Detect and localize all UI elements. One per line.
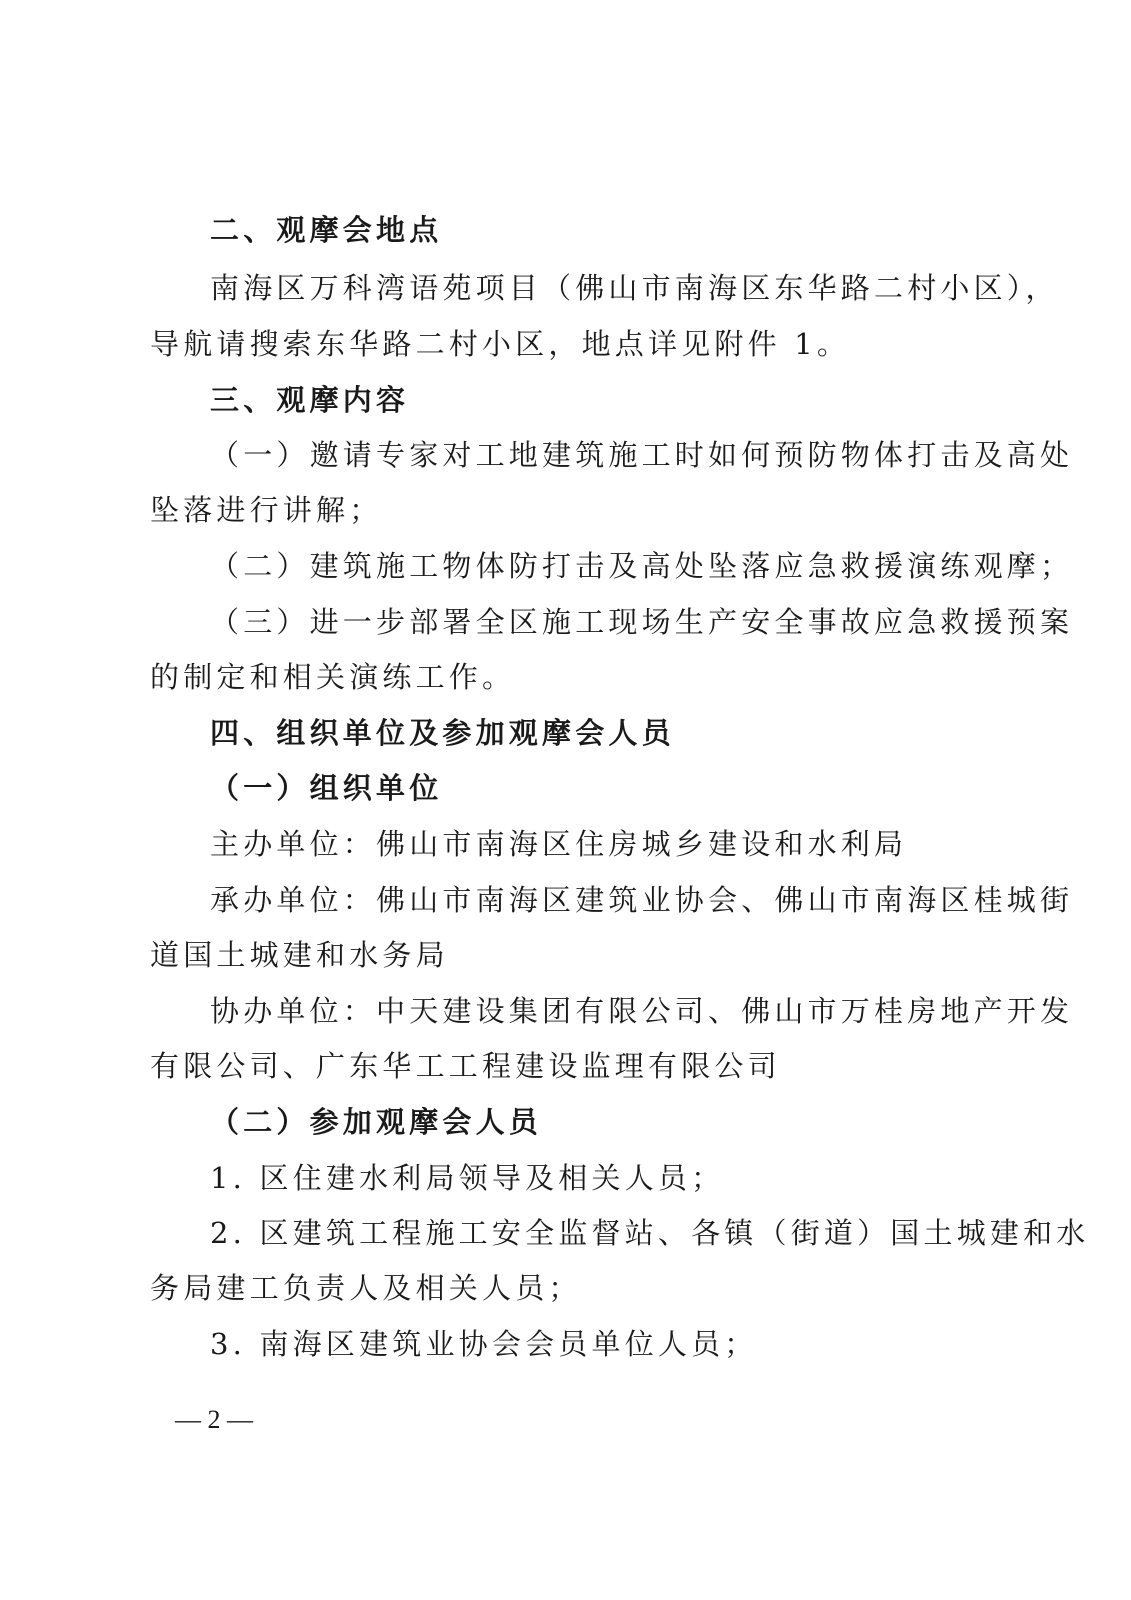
- paragraph-line: 的制定和相关演练工作。: [150, 660, 516, 694]
- paragraph-line: 承办单位：佛山市南海区建筑业协会、佛山市南海区桂城街: [210, 883, 1074, 917]
- paragraph-line: 导航请搜索东华路二村小区，地点详见附件 1。: [150, 327, 851, 361]
- paragraph-line: 有限公司、广东华工工程建设监理有限公司: [150, 1049, 781, 1083]
- section-heading-organizers: 四、组织单位及参加观摩会人员: [210, 716, 675, 750]
- paragraph-line: （三）进一步部署全区施工现场生产安全事故应急救援预案: [210, 605, 1074, 639]
- list-item: 2. 区建筑工程施工安全监督站、各镇（街道）国土城建和水: [210, 1216, 1090, 1250]
- subsection-heading-attendees: （二）参加观摩会人员: [210, 1105, 543, 1139]
- page-number: — 2 —: [175, 1405, 253, 1434]
- paragraph-line: （一）邀请专家对工地建筑施工时如何预防物体打击及高处: [210, 438, 1074, 472]
- paragraph-line: 主办单位：佛山市南海区住房城乡建设和水利局: [210, 827, 908, 861]
- paragraph-line: 坠落进行讲解；: [150, 493, 383, 527]
- section-heading-content: 三、观摩内容: [210, 383, 410, 417]
- section-heading-location: 二、观摩会地点: [210, 213, 443, 247]
- paragraph-line: 道国土城建和水务局: [150, 938, 449, 972]
- paragraph-line: 南海区万科湾语苑项目（佛山市南海区东华路二村小区），: [210, 271, 1059, 305]
- list-item: 3. 南海区建筑业协会会员单位人员；: [210, 1327, 758, 1361]
- paragraph-line: （二）建筑施工物体防打击及高处坠落应急救援演练观摩；: [210, 549, 1074, 583]
- list-item: 1. 区住建水利局领导及相关人员；: [210, 1161, 725, 1195]
- list-item-continuation: 务局建工负责人及相关人员；: [150, 1271, 582, 1305]
- paragraph-line: 协办单位：中天建设集团有限公司、佛山市万桂房地产开发: [210, 994, 1074, 1028]
- subsection-heading-organizer-units: （一）组织单位: [210, 771, 443, 805]
